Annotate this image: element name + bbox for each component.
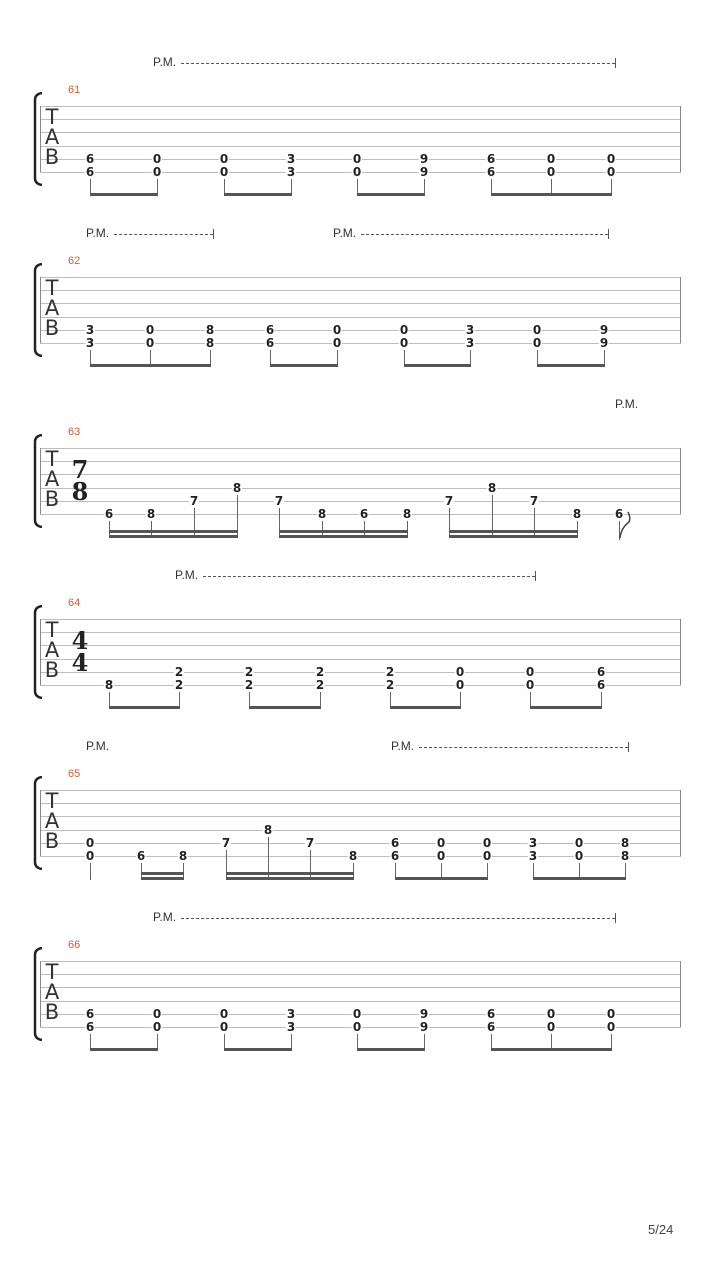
fret-number: 6 <box>614 507 624 521</box>
note-stem <box>224 1034 225 1048</box>
fret-number: 0 <box>436 849 446 863</box>
note-stem <box>291 1034 292 1048</box>
fret-number: 6 <box>265 322 275 337</box>
palm-mute-end <box>608 229 609 239</box>
time-signature-top: 4 <box>71 626 89 655</box>
fret-number: 0 <box>399 322 409 337</box>
fret-number: 9 <box>419 151 429 166</box>
palm-mute-label: P.M. <box>333 226 357 240</box>
note-beam <box>357 193 425 196</box>
fret-number: 0 <box>574 849 584 863</box>
palm-mute-extension <box>114 234 213 235</box>
note-stem <box>224 179 225 193</box>
palm-mute-extension <box>361 234 608 235</box>
fret-number: 0 <box>482 849 492 863</box>
fret-number: 9 <box>419 1006 429 1021</box>
note-stem <box>390 692 391 706</box>
note-beam <box>533 877 626 880</box>
staff-line <box>40 830 681 831</box>
note-stem <box>492 495 493 535</box>
note-stem <box>90 1034 91 1048</box>
measure-number: 65 <box>68 768 81 780</box>
fret-number: 8 <box>205 336 215 350</box>
measure-number: 61 <box>68 84 81 96</box>
note-stem <box>625 863 626 877</box>
fret-number: 0 <box>606 165 616 179</box>
fret-number: 3 <box>286 1006 296 1021</box>
fret-number: 7 <box>529 493 539 508</box>
note-stem <box>611 179 612 193</box>
tab-clef-b: B <box>44 658 60 682</box>
note-stem <box>604 350 605 364</box>
staff-line <box>40 659 681 660</box>
note-stem <box>530 692 531 706</box>
palm-mute-end <box>213 229 214 239</box>
fret-number: 6 <box>390 849 400 863</box>
fret-number: 3 <box>85 322 95 337</box>
fret-number: 0 <box>532 322 542 337</box>
note-stem <box>487 863 488 877</box>
note-beam <box>491 1048 612 1051</box>
page-number: 5/24 <box>648 1222 674 1237</box>
fret-number: 0 <box>574 835 584 850</box>
note-stem <box>611 1034 612 1048</box>
note-stem <box>320 692 321 706</box>
tab-clef-b: B <box>44 316 60 340</box>
palm-mute-label: P.M. <box>86 739 110 753</box>
staff-line <box>40 672 681 673</box>
fret-number: 0 <box>332 336 342 350</box>
staff-line <box>40 632 681 633</box>
note-beam <box>530 706 602 709</box>
fret-number: 0 <box>546 165 556 179</box>
note-beam <box>357 1048 425 1051</box>
fret-number: 0 <box>436 835 446 850</box>
staff-line <box>40 619 681 620</box>
tab-clef-t: T <box>45 618 59 642</box>
fret-number: 0 <box>546 1020 556 1034</box>
note-stem <box>537 350 538 364</box>
fret-number: 7 <box>444 493 454 508</box>
note-beam <box>226 872 354 875</box>
fret-number: 0 <box>152 165 162 179</box>
note-stem <box>210 350 211 364</box>
note-stem <box>109 692 110 706</box>
staff-line <box>40 987 681 988</box>
fret-number: 0 <box>145 322 155 337</box>
fret-number: 8 <box>232 480 242 495</box>
fret-number: 2 <box>315 678 325 692</box>
palm-mute-end <box>615 58 616 68</box>
fret-number: 0 <box>85 835 95 850</box>
fret-number: 8 <box>620 835 630 850</box>
staff-line <box>40 106 681 107</box>
staff-line <box>40 803 681 804</box>
fret-number: 6 <box>359 507 369 521</box>
note-beam <box>279 530 408 533</box>
staff-line <box>40 961 681 962</box>
fret-number: 6 <box>136 849 146 863</box>
staff-line <box>40 119 681 120</box>
note-stem <box>270 350 271 364</box>
note-beam <box>224 193 292 196</box>
fret-number: 8 <box>317 507 327 521</box>
note-beam <box>224 1048 292 1051</box>
fret-number: 2 <box>174 664 184 679</box>
measure-number: 64 <box>68 597 81 609</box>
fret-number: 6 <box>596 678 606 692</box>
tab-clef-a: A <box>44 467 60 491</box>
palm-mute-extension <box>181 918 615 919</box>
note-beam <box>449 535 578 538</box>
note-stem <box>441 863 442 877</box>
staff-line <box>40 290 681 291</box>
fret-number: 0 <box>219 151 229 166</box>
staff-line <box>40 974 681 975</box>
fret-number: 7 <box>305 835 315 850</box>
fret-number: 8 <box>620 849 630 863</box>
note-beam <box>226 877 354 880</box>
staff-line <box>40 330 681 331</box>
fret-number: 7 <box>274 493 284 508</box>
fret-number: 6 <box>486 165 496 179</box>
note-stem <box>157 1034 158 1048</box>
note-beam <box>537 364 605 367</box>
fret-number: 0 <box>219 1020 229 1034</box>
staff-line <box>40 317 681 318</box>
fret-number: 0 <box>152 1020 162 1034</box>
tab-clef-a: A <box>44 296 60 320</box>
fret-number: 6 <box>486 1006 496 1021</box>
note-stem <box>533 863 534 877</box>
note-beam <box>90 1048 158 1051</box>
note-stem <box>551 179 552 193</box>
fret-number: 0 <box>399 336 409 350</box>
fret-number: 8 <box>104 678 114 692</box>
measure-number: 62 <box>68 255 81 267</box>
fret-number: 0 <box>525 678 535 692</box>
palm-mute-label: P.M. <box>86 226 110 240</box>
tab-clef-b: B <box>44 487 60 511</box>
fret-number: 6 <box>596 664 606 679</box>
fret-number: 0 <box>352 1020 362 1034</box>
note-beam <box>90 877 91 880</box>
fret-number: 3 <box>528 835 538 850</box>
fret-number: 6 <box>390 835 400 850</box>
measure-number: 63 <box>68 426 81 438</box>
note-stem <box>404 350 405 364</box>
staff-line <box>40 448 681 449</box>
note-beam <box>491 193 612 196</box>
staff-line <box>40 343 681 344</box>
staff-line <box>40 843 681 844</box>
note-stem <box>179 692 180 706</box>
barline <box>680 961 681 1027</box>
palm-mute-label: P.M. <box>153 55 177 69</box>
note-stem <box>237 495 238 535</box>
note-beam <box>109 706 180 709</box>
barline <box>680 619 681 685</box>
note-stem <box>551 1034 552 1048</box>
fret-number: 6 <box>486 1020 496 1034</box>
fret-number: 9 <box>419 165 429 179</box>
tab-clef-t: T <box>45 447 59 471</box>
fret-number: 2 <box>385 664 395 679</box>
fret-number: 0 <box>455 678 465 692</box>
fret-number: 0 <box>532 336 542 350</box>
fret-number: 7 <box>189 493 199 508</box>
fret-number: 2 <box>174 678 184 692</box>
staff-line <box>40 488 681 489</box>
tab-clef-a: A <box>44 980 60 1004</box>
palm-mute-label: P.M. <box>615 397 639 411</box>
fret-number: 6 <box>85 165 95 179</box>
fret-number: 6 <box>85 1020 95 1034</box>
fret-number: 2 <box>244 664 254 679</box>
fret-number: 9 <box>599 322 609 337</box>
fret-number: 3 <box>286 151 296 166</box>
fret-number: 0 <box>352 165 362 179</box>
fret-number: 8 <box>263 822 273 837</box>
staff-line <box>40 790 681 791</box>
fret-number: 6 <box>85 151 95 166</box>
tab-clef-b: B <box>44 1000 60 1024</box>
note-beam <box>249 706 321 709</box>
staff-line <box>40 146 681 147</box>
tab-clef-b: B <box>44 829 60 853</box>
fret-number: 0 <box>606 151 616 166</box>
note-beam <box>404 364 471 367</box>
fret-number: 8 <box>178 849 188 863</box>
note-stem <box>291 179 292 193</box>
tab-clef-t: T <box>45 105 59 129</box>
fret-number: 3 <box>85 336 95 350</box>
note-stem <box>491 1034 492 1048</box>
staff-line <box>40 132 681 133</box>
fret-number: 7 <box>221 835 231 850</box>
palm-mute-label: P.M. <box>175 568 199 582</box>
note-beam <box>390 706 461 709</box>
palm-mute-extension <box>181 63 615 64</box>
fret-number: 0 <box>352 1006 362 1021</box>
note-stem <box>249 692 250 706</box>
palm-mute-end <box>535 571 536 581</box>
palm-mute-label: P.M. <box>391 739 415 753</box>
note-stem <box>424 179 425 193</box>
staff-line <box>40 685 681 686</box>
fret-number: 2 <box>385 678 395 692</box>
note-stem <box>90 350 91 364</box>
note-stem <box>579 863 580 877</box>
note-stem <box>90 863 91 877</box>
fret-number: 9 <box>419 1020 429 1034</box>
note-stem <box>424 1034 425 1048</box>
note-beam <box>141 877 184 880</box>
fret-number: 0 <box>219 165 229 179</box>
note-stem <box>157 179 158 193</box>
note-stem <box>268 837 269 877</box>
palm-mute-end <box>628 742 629 752</box>
tab-clef-t: T <box>45 960 59 984</box>
tab-clef-t: T <box>45 789 59 813</box>
tab-clef-b: B <box>44 145 60 169</box>
fret-number: 0 <box>606 1006 616 1021</box>
note-stem <box>470 350 471 364</box>
barline <box>680 106 681 172</box>
palm-mute-end <box>615 913 616 923</box>
note-stem <box>357 179 358 193</box>
fret-number: 8 <box>402 507 412 521</box>
fret-number: 0 <box>85 849 95 863</box>
fret-number: 2 <box>244 678 254 692</box>
fret-number: 0 <box>455 664 465 679</box>
note-stem <box>460 692 461 706</box>
fret-number: 8 <box>205 322 215 337</box>
tab-clef-a: A <box>44 809 60 833</box>
note-beam <box>270 364 338 367</box>
fret-number: 6 <box>104 507 114 521</box>
fret-number: 8 <box>348 849 358 863</box>
fret-number: 3 <box>465 322 475 337</box>
note-stem <box>337 350 338 364</box>
fret-number: 9 <box>599 336 609 350</box>
barline <box>680 790 681 856</box>
palm-mute-extension <box>419 747 628 748</box>
fret-number: 3 <box>286 1020 296 1034</box>
note-beam <box>90 364 211 367</box>
fret-number: 8 <box>572 507 582 521</box>
staff-line <box>40 277 681 278</box>
fret-number: 8 <box>487 480 497 495</box>
measure-number: 66 <box>68 939 81 951</box>
staff-line <box>40 303 681 304</box>
note-beam <box>279 535 408 538</box>
barline <box>680 448 681 514</box>
fret-number: 0 <box>525 664 535 679</box>
time-signature-top: 7 <box>71 455 89 484</box>
staff-line <box>40 816 681 817</box>
fret-number: 3 <box>528 849 538 863</box>
fret-number: 0 <box>606 1020 616 1034</box>
note-beam <box>141 872 184 875</box>
fret-number: 0 <box>152 151 162 166</box>
fret-number: 3 <box>286 165 296 179</box>
fret-number: 6 <box>265 336 275 350</box>
note-stem <box>357 1034 358 1048</box>
staff-line <box>40 461 681 462</box>
staff-line <box>40 474 681 475</box>
fret-number: 0 <box>145 336 155 350</box>
palm-mute-label: P.M. <box>153 910 177 924</box>
fret-number: 8 <box>146 507 156 521</box>
note-stem <box>491 179 492 193</box>
fret-number: 6 <box>85 1006 95 1021</box>
fret-number: 0 <box>219 1006 229 1021</box>
time-signature-bottom: 4 <box>71 648 89 677</box>
note-beam <box>109 535 238 538</box>
tab-clef-a: A <box>44 125 60 149</box>
palm-mute-extension <box>203 576 535 577</box>
fret-number: 0 <box>546 151 556 166</box>
note-beam <box>90 193 158 196</box>
note-beam <box>109 530 238 533</box>
tab-clef-t: T <box>45 276 59 300</box>
fret-number: 3 <box>465 336 475 350</box>
tab-clef-a: A <box>44 638 60 662</box>
staff-line <box>40 645 681 646</box>
fret-number: 0 <box>546 1006 556 1021</box>
staff-line <box>40 501 681 502</box>
staff-line <box>40 1001 681 1002</box>
note-beam <box>395 877 488 880</box>
fret-number: 6 <box>486 151 496 166</box>
note-flag <box>619 510 631 544</box>
barline <box>680 277 681 343</box>
fret-number: 0 <box>352 151 362 166</box>
fret-number: 2 <box>315 664 325 679</box>
fret-number: 0 <box>152 1006 162 1021</box>
note-stem <box>395 863 396 877</box>
fret-number: 0 <box>482 835 492 850</box>
note-stem <box>150 350 151 364</box>
note-beam <box>449 530 578 533</box>
fret-number: 0 <box>332 322 342 337</box>
time-signature-bottom: 8 <box>71 477 89 506</box>
note-stem <box>90 179 91 193</box>
note-stem <box>601 692 602 706</box>
